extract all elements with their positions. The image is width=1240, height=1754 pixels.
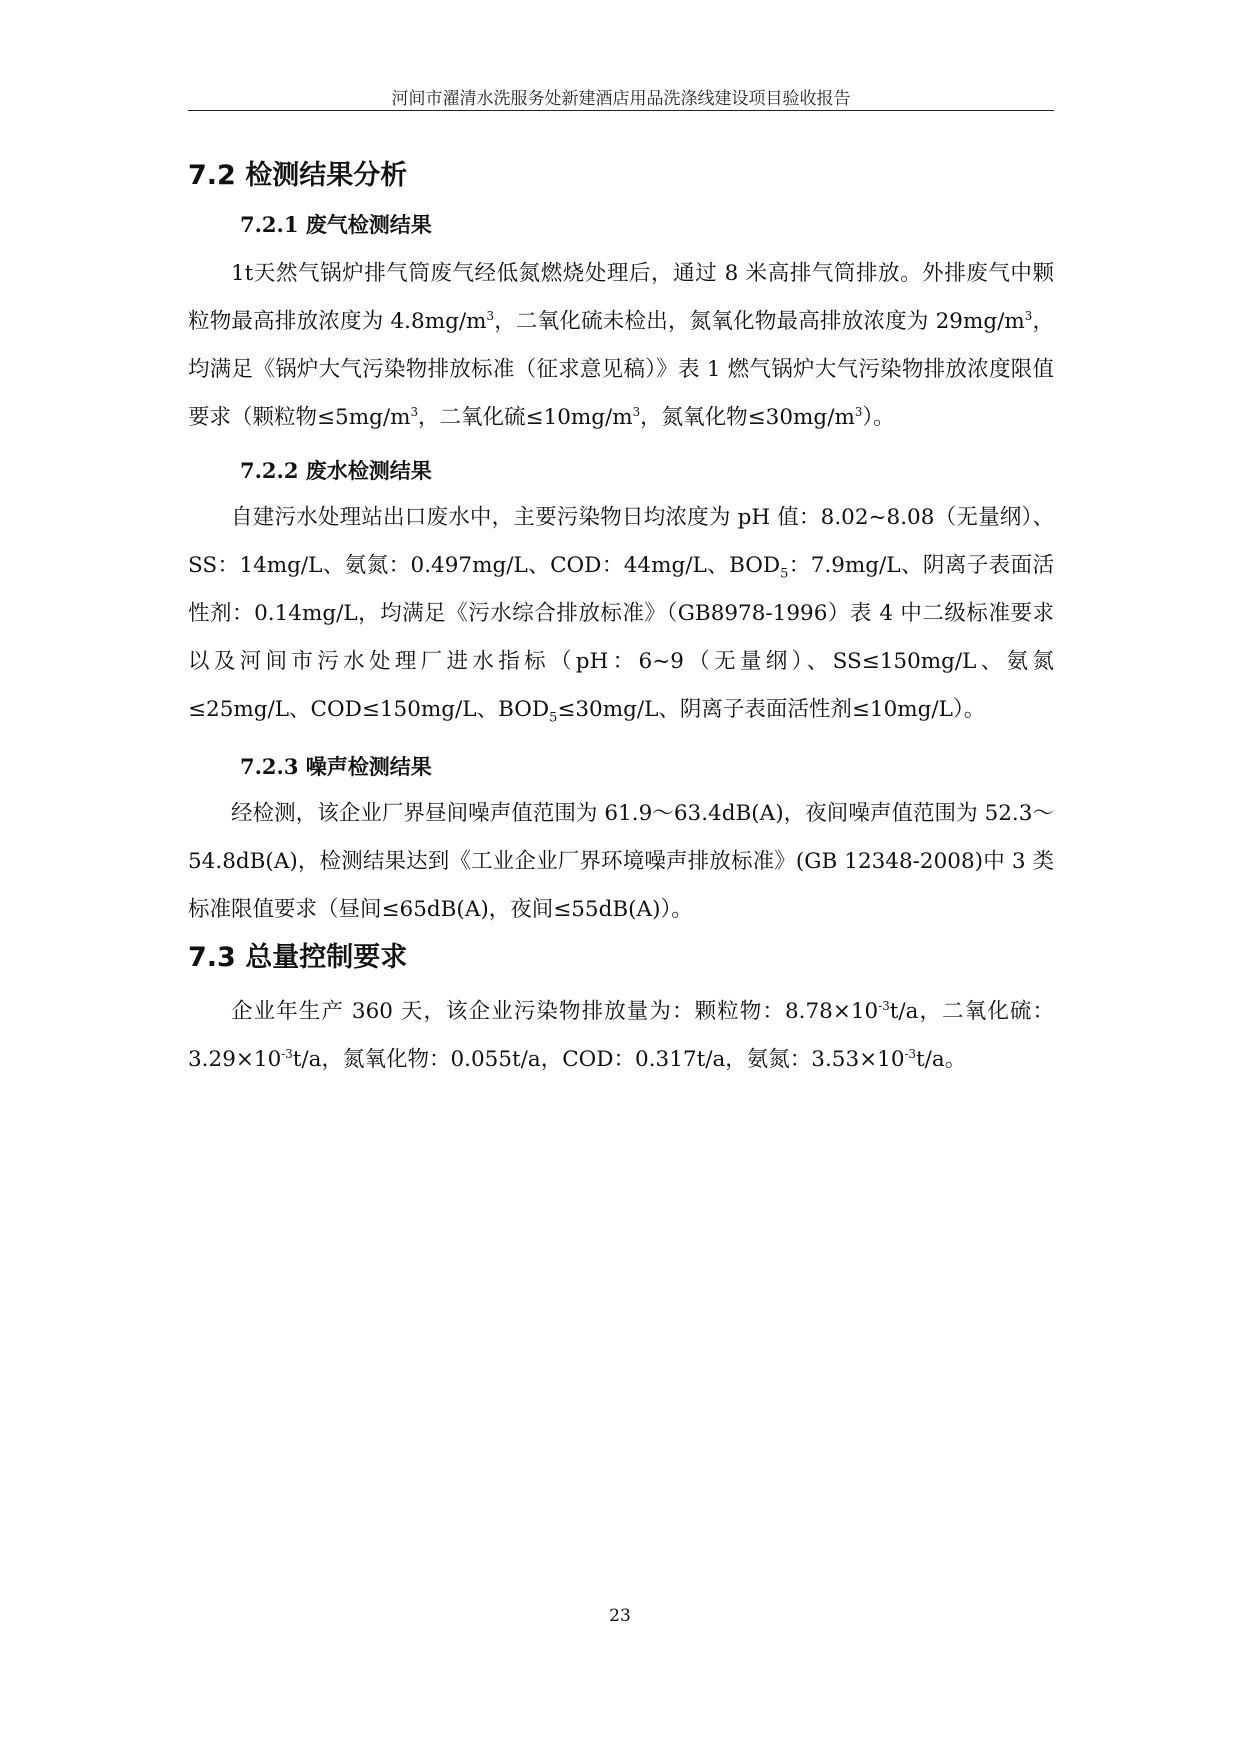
text-run: ，二氧化硫≤10mg/m xyxy=(418,405,633,430)
superscript: 3 xyxy=(632,404,641,419)
text-run: t/a。 xyxy=(916,1047,967,1072)
section-heading-7-3: 7.3 总量控制要求 xyxy=(188,942,408,973)
superscript: 3 xyxy=(410,404,418,419)
text-run: ，氮氧化物≤30mg/m xyxy=(640,405,855,430)
text-run: 自建污水处理站出口废水中，主要污染物日均浓度为 pH 值：8.02~8.08（无量纲）、SS：14mg/L、氨氮：0.497mg/L、COD：44mg/L、BOD xyxy=(188,505,1054,578)
superscript: 3 xyxy=(486,308,494,323)
paragraph-waste-water xyxy=(188,494,1054,734)
page-content xyxy=(188,156,1054,1084)
superscript: -3 xyxy=(281,1046,293,1061)
header-rule xyxy=(188,110,1054,111)
subsection-heading-7-2-2: 7.2.2 废水检测结果 xyxy=(240,458,432,483)
superscript: 3 xyxy=(1024,308,1033,323)
subsection-heading-7-2-1: 7.2.1 废气检测结果 xyxy=(240,212,432,237)
paragraph-noise: 经检测，该企业厂界昼间噪声值范围为 61.9～63.4dB(A)，夜间噪声值范围为 52.3～54.8dB(A)，检测结果达到《工业企业厂界环境噪声排放标准》(GB 12348-2008)中 3 类标准限值要求（昼间≤65dB(A)，夜间≤55dB(A)）。 xyxy=(188,801,1054,922)
text-run: 企业年生产 360 天，该企业污染物排放量为：颗粒物：8.78×10 xyxy=(231,999,879,1024)
superscript: -3 xyxy=(878,998,890,1013)
subscript: 5 xyxy=(780,566,789,582)
text-run: ：7.9mg/L、阴离子表面活性剂：0.14mg/L，均满足《污水综合排放标准》（GB8978-1996）表 4 中二级标准要求以及河间市污水处理厂进水指标（pH：6~9（无量纲）、SS≤150mg/L、氨氮≤25mg/L、COD≤150mg/L、BOD xyxy=(188,553,1054,722)
running-header: 河间市濯清水洗服务处新建酒店用品洗涤线建设项目验收报告 xyxy=(391,89,851,109)
subsection-heading-7-2-3: 7.2.3 噪声检测结果 xyxy=(240,754,432,779)
paragraph-total-control xyxy=(188,988,1054,1084)
section-heading-7-2: 7.2 检测结果分析 xyxy=(188,160,408,191)
text-run: ）。 xyxy=(862,405,895,430)
paragraph-waste-gas xyxy=(188,250,1054,442)
text-run: ，二氧化硫未检出，氮氧化物最高排放浓度为 29mg/m xyxy=(494,309,1025,334)
subscript: 5 xyxy=(549,710,558,726)
text-run: 1t天然气锅炉排气筒废气经低氮燃烧处理后，通过 8 米高排气筒排放。外排废气中颗粒物最高排放浓度为 4.8mg/m xyxy=(188,261,1054,334)
text-run: t/a，二氧化硫：3.29×10 xyxy=(188,999,1055,1072)
page-number: 23 xyxy=(609,1606,631,1626)
text-run: ，均满足《锅炉大气污染物排放标准（征求意见稿）》表 1 燃气锅炉大气污染物排放浓度限值要求（颗粒物≤5mg/m xyxy=(188,309,1054,430)
text-run: ≤30mg/L、阴离子表面活性剂≤10mg/L）。 xyxy=(557,697,986,722)
superscript: -3 xyxy=(904,1046,917,1061)
text-run: t/a，氮氧化物：0.055t/a，COD：0.317t/a，氨氮：3.53×10 xyxy=(292,1047,905,1072)
superscript: 3 xyxy=(854,404,863,419)
